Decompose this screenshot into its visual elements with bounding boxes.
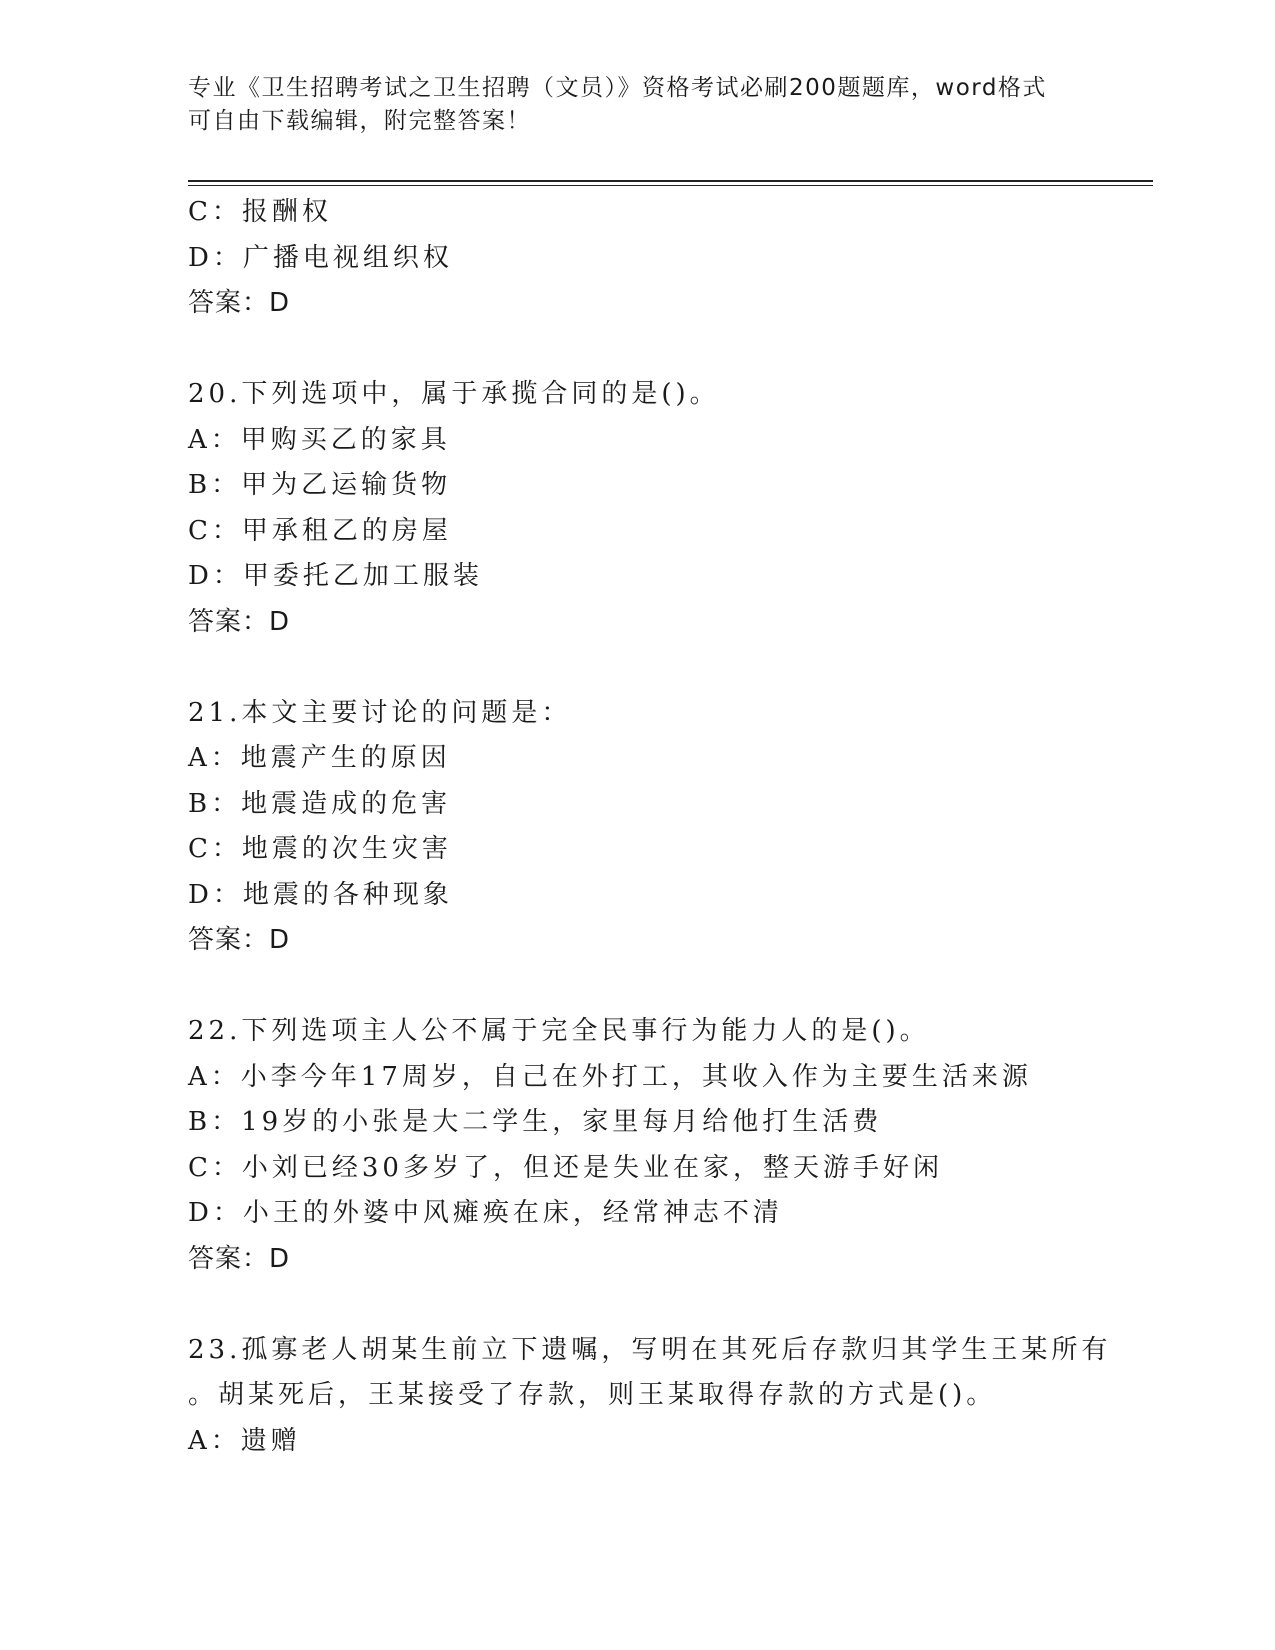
q22-stem: 22.下列选项主人公不属于完全民事行为能力人的是()。	[188, 1016, 930, 1046]
q22-option-d: D：小王的外婆中风瘫痪在床，经常神志不清	[188, 1198, 783, 1228]
q22-option-b: B：19岁的小张是大二学生，家里每月给他打生活费	[188, 1107, 883, 1137]
q20-option-b: B：甲为乙运输货物	[188, 470, 452, 500]
q21-option-a: A：地震产生的原因	[188, 743, 451, 773]
spacer	[188, 327, 1148, 373]
q23-option-a: A：遗赠	[188, 1425, 301, 1456]
spacer	[188, 645, 1148, 691]
prev-option-d: D：广播电视组织权	[188, 242, 453, 273]
q20-stem: 20.下列选项中，属于承揽合同的是()。	[188, 379, 720, 409]
header-divider-thin	[188, 185, 1153, 186]
spacer	[188, 1282, 1148, 1328]
q22-option-c: C：小刘已经30多岁了，但还是失业在家，整天游手好闲	[188, 1152, 943, 1183]
question-list	[188, 190, 1148, 1464]
header-divider	[188, 180, 1153, 182]
q21-option-c: C：地震的次生灾害	[188, 834, 452, 864]
q23-stem-line-1: 23.孤寡老人胡某生前立下遗嘱，写明在其死后存款归其学生王某所有	[188, 1334, 1112, 1365]
q21-answer: 答案：D	[188, 925, 291, 955]
q22-option-a: A：小李今年17周岁，自己在外打工，其收入作为主要生活来源	[188, 1061, 1032, 1092]
q20-option-a: A：甲购买乙的家具	[188, 424, 451, 455]
q22-answer: 答案：D	[188, 1243, 291, 1274]
q21-option-d: D：地震的各种现象	[188, 879, 453, 910]
spacer	[188, 964, 1148, 1010]
q21-stem: 21.本文主要讨论的问题是：	[188, 697, 572, 728]
q23-stem-line-2: 。胡某死后，王某接受了存款，则王某取得存款的方式是()。	[188, 1380, 997, 1410]
document-header	[188, 72, 1088, 138]
q20-option-d: D：甲委托乙加工服装	[188, 561, 483, 591]
prev-answer: 答案：D	[188, 288, 291, 318]
header-line-1: 专业《卫生招聘考试之卫生招聘（文员）》资格考试必刷200题题库，word格式	[188, 75, 1047, 101]
header-line-2: 可自由下载编辑，附完整答案！	[188, 108, 531, 134]
q20-option-c: C：甲承租乙的房屋	[188, 515, 452, 546]
prev-option-c: C：报酬权	[188, 197, 332, 227]
q21-option-b: B：地震造成的危害	[188, 788, 452, 819]
q20-answer: 答案：D	[188, 606, 291, 637]
